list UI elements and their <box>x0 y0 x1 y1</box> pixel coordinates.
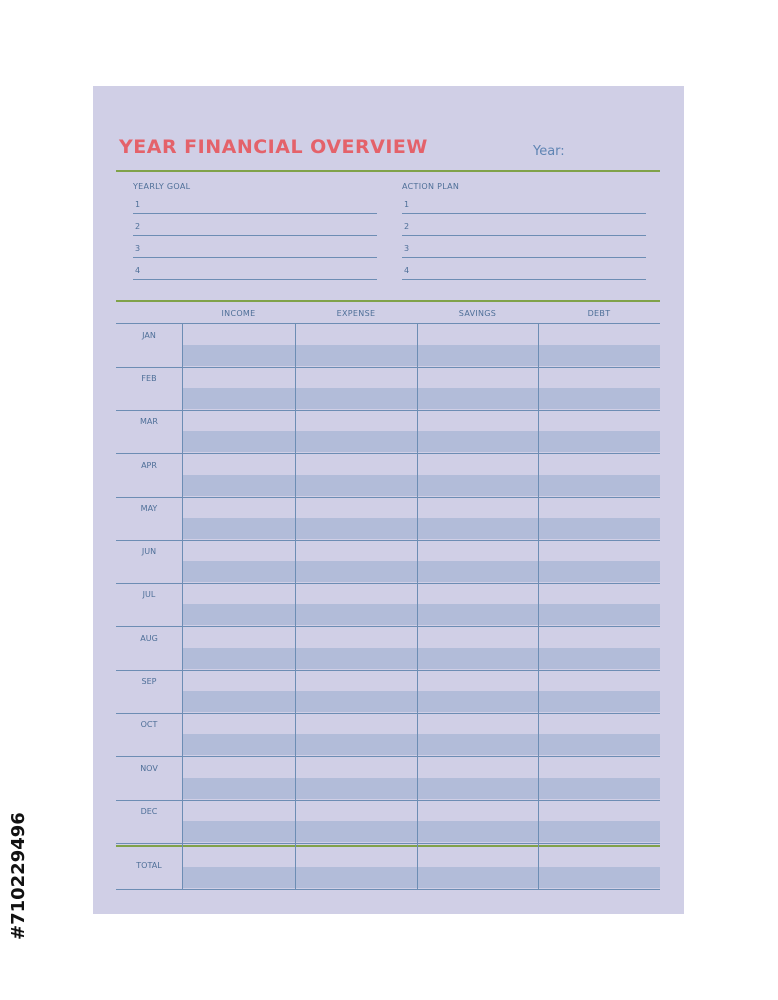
month-label: NOV <box>140 764 158 773</box>
action-plan-heading: ACTION PLAN <box>402 182 460 191</box>
yearly-goal-line[interactable]: 4 <box>133 266 377 280</box>
month-label: JAN <box>142 331 156 340</box>
total-row[interactable] <box>116 847 660 890</box>
yearly-goal-line[interactable]: 2 <box>133 222 377 236</box>
row-shade <box>182 475 660 496</box>
month-row[interactable] <box>116 367 660 411</box>
month-row[interactable] <box>116 540 660 584</box>
month-label: JUL <box>142 590 156 599</box>
month-label: APR <box>141 461 157 470</box>
month-row[interactable] <box>116 583 660 627</box>
row-shade <box>182 734 660 755</box>
action-plan-line[interactable]: 3 <box>402 244 646 258</box>
row-shade <box>182 561 660 582</box>
row-shade <box>182 648 660 669</box>
month-row[interactable] <box>116 324 660 368</box>
stock-id-text: #710229496 <box>8 812 29 940</box>
yearly-goal-line[interactable]: 1 <box>133 200 377 214</box>
column-header-expense: EXPENSE <box>336 309 376 318</box>
action-plan-line[interactable]: 4 <box>402 266 646 280</box>
action-plan-section <box>402 182 644 275</box>
row-shade <box>182 388 660 409</box>
month-row[interactable] <box>116 454 660 498</box>
row-shade <box>182 691 660 712</box>
month-label: JUN <box>141 547 157 556</box>
row-shade <box>182 821 660 842</box>
month-label: OCT <box>140 720 158 729</box>
row-shade <box>182 431 660 452</box>
month-row[interactable] <box>116 670 660 714</box>
action-plan-line[interactable]: 2 <box>402 222 646 236</box>
month-row[interactable] <box>116 757 660 801</box>
page-title: YEAR FINANCIAL OVERVIEW <box>119 136 428 158</box>
month-label: SEP <box>141 677 157 686</box>
yearly-goal-section <box>133 182 375 275</box>
month-row[interactable] <box>116 800 660 844</box>
row-shade <box>182 604 660 625</box>
month-row[interactable] <box>116 713 660 757</box>
total-label: TOTAL <box>136 861 162 870</box>
table-top-divider <box>116 300 660 302</box>
action-plan-line[interactable]: 1 <box>402 200 646 214</box>
month-label: DEC <box>140 807 158 816</box>
column-divider <box>417 324 418 889</box>
planner-sheet <box>93 86 684 914</box>
column-header-income: INCOME <box>221 309 256 318</box>
month-label: MAR <box>140 417 158 426</box>
row-shade <box>182 345 660 366</box>
month-label: MAY <box>140 504 158 513</box>
yearly-goal-line[interactable]: 3 <box>133 244 377 258</box>
row-shade <box>182 518 660 539</box>
column-divider <box>538 324 539 889</box>
month-row[interactable] <box>116 410 660 454</box>
header-divider <box>116 170 660 172</box>
yearly-goal-heading: YEARLY GOAL <box>133 182 191 191</box>
row-shade <box>182 867 660 888</box>
column-divider <box>295 324 296 889</box>
month-row[interactable] <box>116 627 660 671</box>
year-label: Year: <box>533 144 565 159</box>
column-header-savings: SAVINGS <box>458 309 497 318</box>
month-label: FEB <box>141 374 157 383</box>
column-divider <box>182 324 183 889</box>
month-label: AUG <box>140 634 158 643</box>
column-header-debt: DEBT <box>587 309 611 318</box>
row-shade <box>182 778 660 799</box>
month-row[interactable] <box>116 497 660 541</box>
